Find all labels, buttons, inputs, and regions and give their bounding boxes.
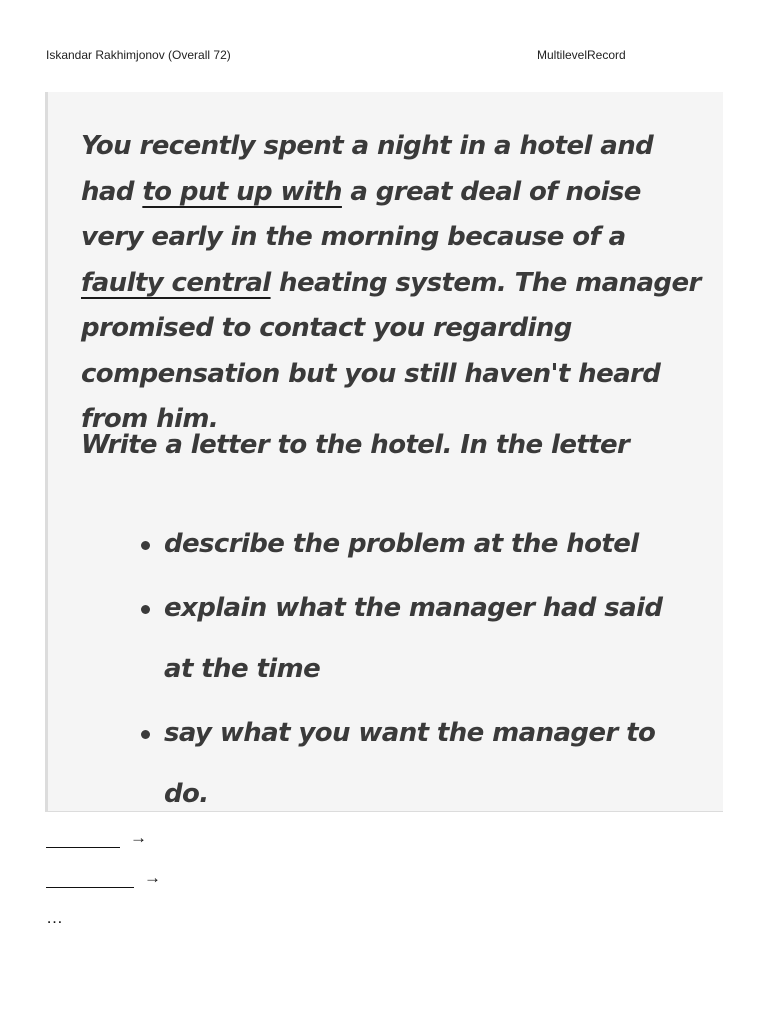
arrow-icon: → [144,868,161,887]
bullet-item: say what you want the manager to do. [138,703,678,825]
brand-header: MultilevelRecord [537,48,626,62]
bullet-item: explain what the manager had said at the time [138,578,678,700]
task-card [45,92,723,812]
task-text-part-2: a great deal of noise very early in the morning because of a [81,176,641,252]
task-instruction: Write a letter to the hotel. In the letter [81,430,630,460]
bullet-list [138,514,678,828]
underlined-phrase-faulty-central: faulty central [81,267,271,298]
answer-line-2 [46,868,161,888]
task-text-part-3: heating system. The manager promised to contact you regarding compensation but you still haven't heard from him. [81,267,701,434]
task-description [81,124,701,443]
arrow-icon: → [130,828,147,847]
underlined-phrase-put-up-with: to put up with [142,176,342,207]
answer-line-1 [46,828,147,848]
author-header: Iskandar Rakhimjonov (Overall 72) [46,48,231,62]
ellipsis: … [46,908,63,927]
answer-blank [46,831,120,848]
task-text-part-1: You recently spent a night in a hotel and had [81,131,654,207]
bullet-item: describe the problem at the hotel [138,514,678,575]
answer-blank [46,871,134,888]
